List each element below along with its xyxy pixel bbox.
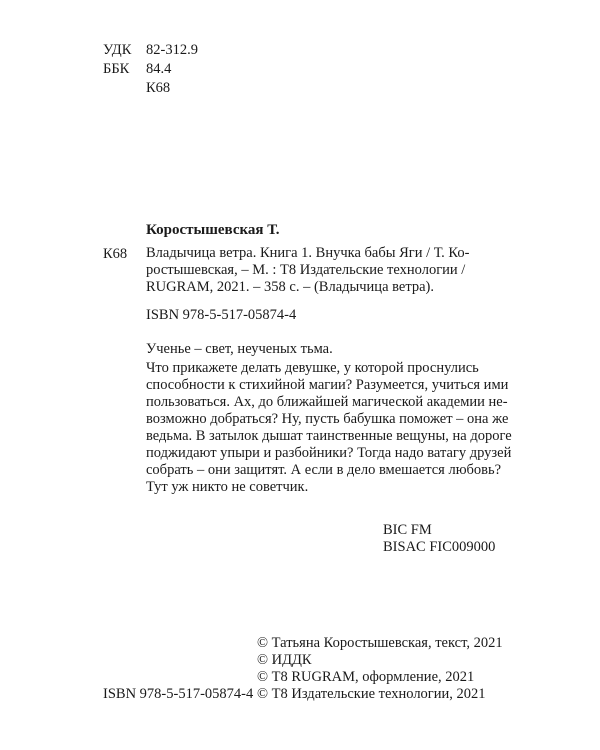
udk-label: УДК bbox=[103, 42, 132, 58]
isbn-footer: ISBN 978-5-517-05874-4 bbox=[103, 686, 254, 702]
annotation-line: пользоваться. Ах, до ближайшей магической академии не- bbox=[146, 394, 508, 410]
copyright-line: © ИДДК bbox=[257, 652, 312, 668]
biblio-line: ростышевская, – М. : Т8 Издательские технологии / bbox=[146, 262, 466, 278]
copyright-line: © Татьяна Коростышевская, текст, 2021 bbox=[257, 635, 503, 651]
annotation-line: способности к стихийной магии? Разумеется, учиться ими bbox=[146, 377, 509, 393]
bbk-value: 84.4 bbox=[146, 61, 172, 77]
author-mark-entry: К68 bbox=[103, 246, 128, 262]
copyright-block bbox=[257, 635, 503, 703]
bic-code: BIC FM bbox=[383, 522, 432, 538]
author-mark-top: К68 bbox=[146, 80, 171, 96]
annotation bbox=[146, 341, 512, 496]
biblio-line: Владычица ветра. Книга 1. Внучка бабы Яги / Т. Ко- bbox=[146, 245, 470, 261]
annotation-line: собрать – они защитят. А если в дело вмешается любовь? bbox=[146, 462, 502, 478]
subject-codes bbox=[383, 522, 495, 556]
copyright-line: © Т8 RUGRAM, оформление, 2021 bbox=[257, 669, 475, 685]
annotation-line: Что прикажете делать девушке, у которой проснулись bbox=[146, 360, 479, 376]
annotation-line: возможно добраться? Ну, пусть бабушка поможет – она же bbox=[146, 411, 509, 427]
bibliographic-description bbox=[146, 245, 470, 296]
annotation-line: ведьма. В затылок дышат таинственные вещуны, на дороге bbox=[146, 428, 512, 444]
udk-value: 82-312.9 bbox=[146, 42, 198, 58]
bisac-code: BISAC FIC009000 bbox=[383, 539, 496, 555]
annotation-line: поджидают упыри и разбойники? Тогда надо ватагу друзей bbox=[146, 445, 512, 461]
bbk-label: ББК bbox=[103, 61, 130, 77]
isbn-entry: ISBN 978-5-517-05874-4 bbox=[146, 307, 297, 323]
copyright-line: © Т8 Издательские технологии, 2021 bbox=[257, 686, 486, 702]
biblio-line: RUGRAM, 2021. – 358 с. – (Владычица ветра). bbox=[146, 279, 434, 295]
annotation-epigraph: Ученье – свет, неученых тьма. bbox=[146, 341, 333, 357]
annotation-line: Тут уж никто не советчик. bbox=[146, 479, 309, 495]
author-heading: Коростышевская Т. bbox=[146, 222, 280, 238]
